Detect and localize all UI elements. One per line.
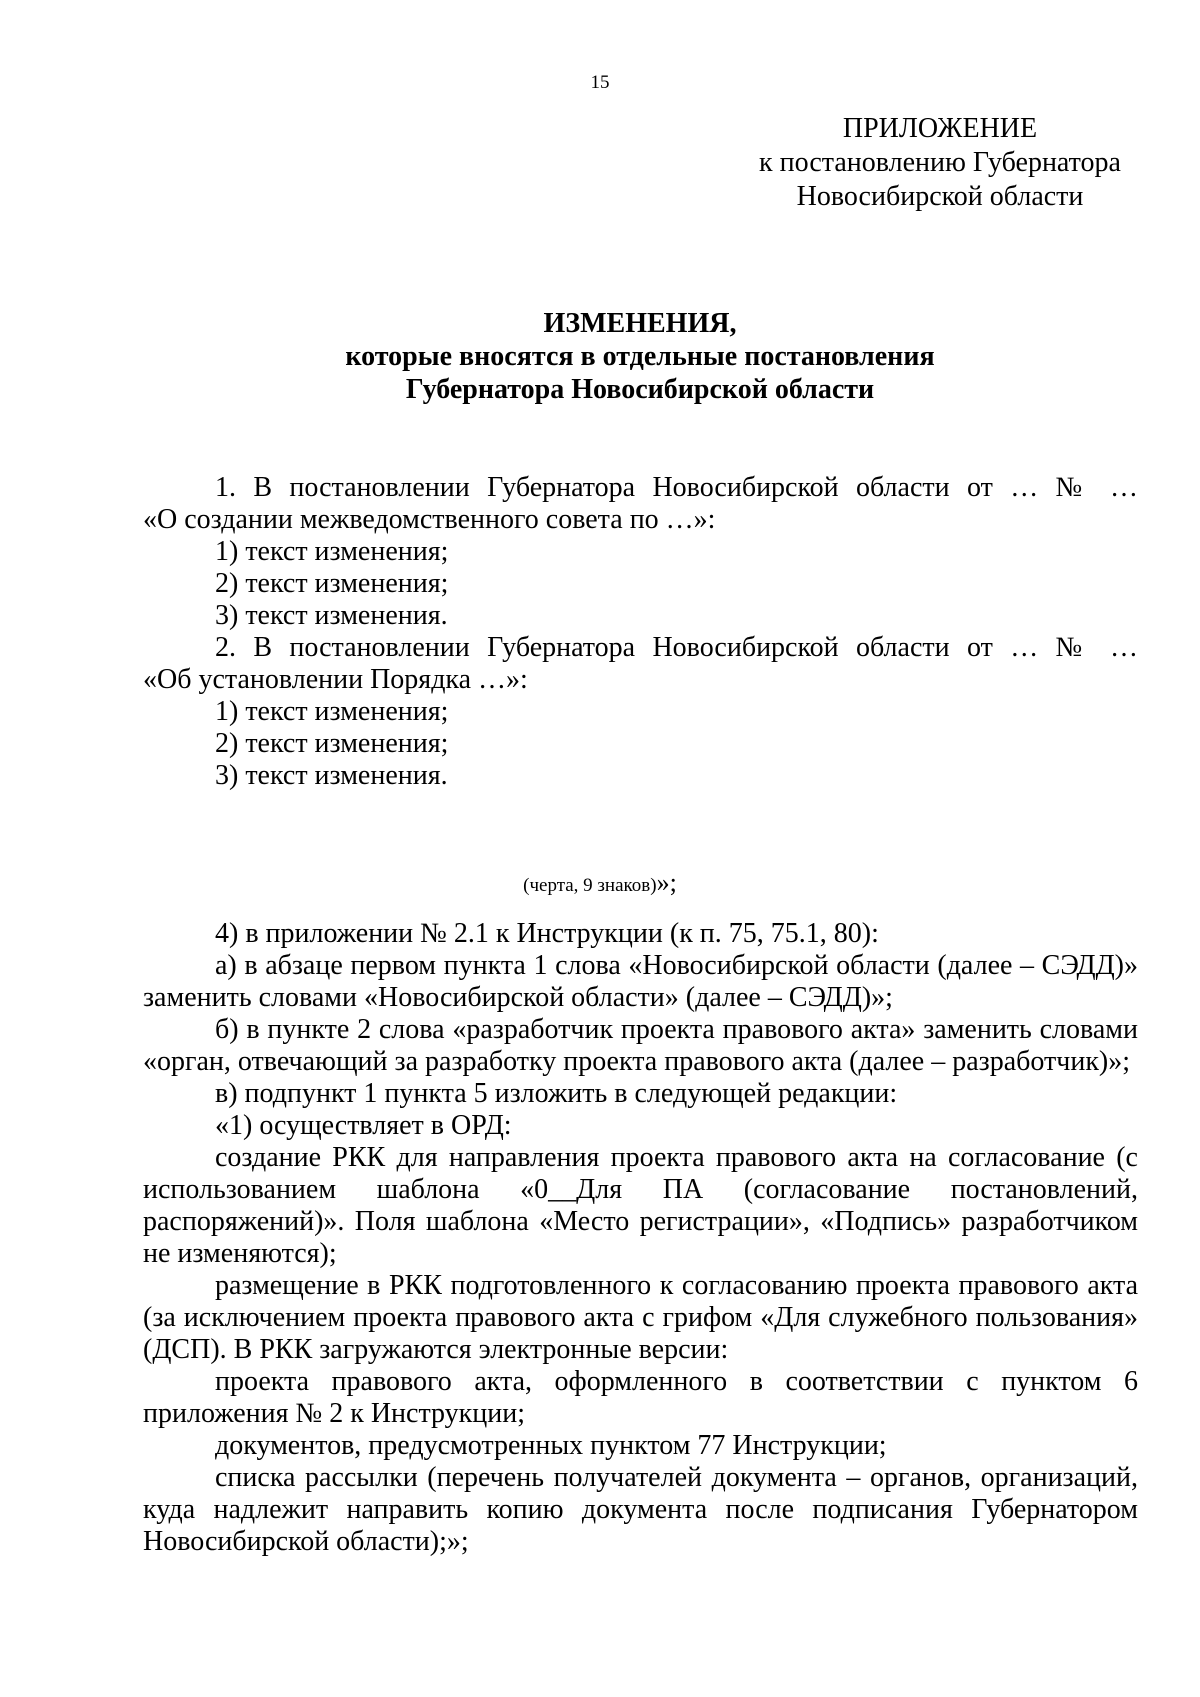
footnote-mark (0, 868, 1200, 898)
paragraph: 1. В постановлении Губернатора Новосибирской области от … № … (215, 472, 1138, 503)
document-title (140, 307, 1140, 406)
appendix-line: Новосибирской области (796, 181, 1084, 212)
list-item: 3) текст изменения. (215, 600, 448, 631)
paragraph: «Об установлении Порядка …»: (143, 664, 528, 695)
list-item: 1) текст изменения; (215, 696, 449, 727)
paragraph: «1) осуществляет в ОРД: (215, 1110, 512, 1141)
list-item: 1) текст изменения; (215, 536, 449, 567)
paragraph: списка рассылки (перечень получателей документа – органов, организаций, куда надлежит направить копию документа после подписания Губернатором Новосибирской области);»; (143, 1462, 1138, 1557)
appendix-title: ПРИЛОЖЕНИЕ (842, 113, 1038, 144)
title-line: которые вносятся в отдельные постановления (345, 341, 935, 372)
footnote-text: (черта, 9 знаков) (523, 875, 657, 896)
title-line: Губернатора Новосибирской области (405, 374, 875, 405)
page-number: 15 (590, 72, 610, 93)
paragraph: создание РКК для направления проекта правового акта на согласование (с использованием шаблона «0__Для ПА (согласование постановлений, распоряжений)». Поля шаблона «Место регистрации», «Подпись» разработчиком не изменяются); (143, 1142, 1138, 1269)
changes-section-1 (143, 472, 1138, 792)
paragraph: 2. В постановлении Губернатора Новосибирской области от … № … (215, 632, 1138, 663)
list-item: 3) текст изменения. (215, 760, 448, 791)
paragraph: б) в пункте 2 слова «разработчик проекта правового акта» заменить словами «орган, отвечающий за разработку проекта правового акта (далее – разработчик)»; (143, 1014, 1138, 1077)
paragraph: 4) в приложении № 2.1 к Инструкции (к п. 75, 75.1, 80): (215, 918, 879, 949)
paragraph: размещение в РКК подготовленного к согласованию проекта правового акта (за исключением проекта правового акта с грифом «Для служебного пользования» (ДСП). В РКК загружаются электронные версии: (143, 1270, 1138, 1365)
list-item: 2) текст изменения; (215, 568, 449, 599)
title-line: ИЗМЕНЕНИЯ, (543, 308, 737, 339)
paragraph: в) подпункт 1 пункта 5 изложить в следующей редакции: (215, 1078, 898, 1109)
appendix-line: к постановлению Губернатора (759, 147, 1121, 178)
footnote-tail: »; (656, 868, 677, 897)
paragraph: а) в абзаце первом пункта 1 слова «Новосибирской области (далее – СЭДД)» заменить словами «Новосибирской области» (далее – СЭДД)»; (143, 950, 1138, 1013)
paragraph: документов, предусмотренных пунктом 77 Инструкции; (215, 1430, 887, 1461)
paragraph: проекта правового акта, оформленного в соответствии с пунктом 6 приложения № 2 к Инструкции; (143, 1366, 1138, 1429)
changes-section-2 (143, 918, 1138, 1558)
paragraph: «О создании межведомственного совета по …»: (143, 504, 716, 535)
list-item: 2) текст изменения; (215, 728, 449, 759)
appendix-header (750, 112, 1130, 214)
